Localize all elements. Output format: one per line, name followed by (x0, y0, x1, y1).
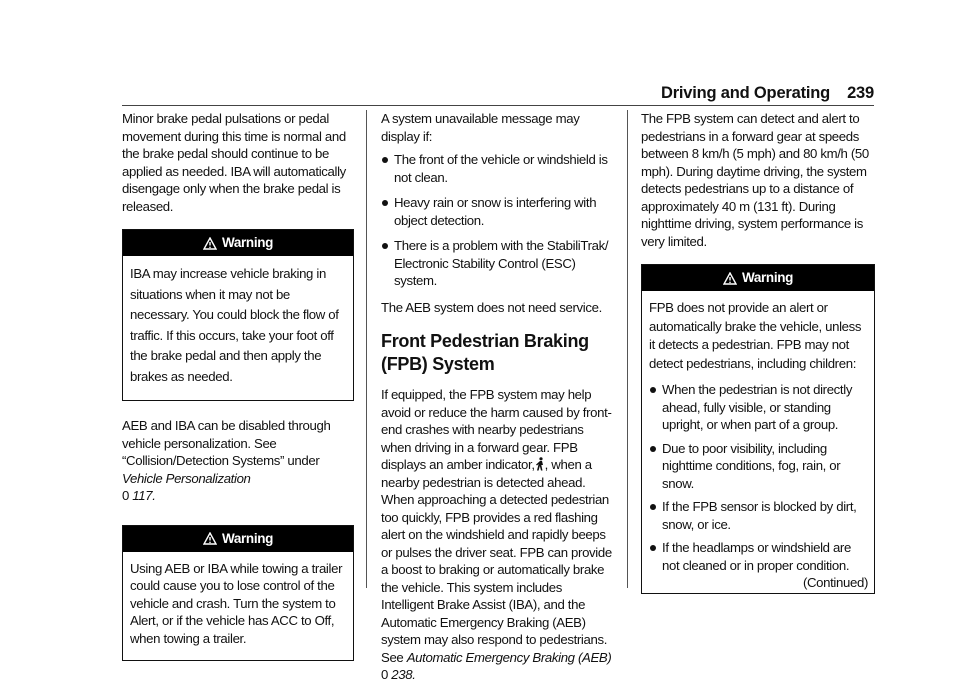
paragraph-text: , when a nearby pedestrian is detected ahead. When approaching a detected pedestrian too quickly, FPB provides a red flashing alert on the windshield and rapidly beeps or pulses the driver seat. FPB can provide a boost to braking or automatically brake the vehicle. This system includes Intelligent Brake Assist (IBA), and the Automatic Emergency Braking (AEB) system may also respond to pedestrians. See (381, 457, 612, 665)
pedestrian-icon (535, 457, 545, 471)
warning-text: IBA may increase vehicle braking in situations when it may not be necessary. You could block the flow of traffic. If this occurs, take your foot off the brake pedal and then apply the brakes as needed. (130, 266, 339, 384)
warning-box (641, 264, 875, 594)
section-title: Driving and Operating (660, 84, 831, 102)
column-3 (641, 110, 875, 610)
list-item (381, 237, 613, 290)
cross-reference-link[interactable]: Automatic Emergency Braking (AEB) (406, 649, 612, 665)
warning-text: Using AEB or IBA while towing a trailer could cause you to lose control of the vehicle and crash. Turn the system to Alert, or if the vehicle has ACC to Off, when towing a trailer. (130, 560, 343, 646)
column-divider (627, 110, 628, 588)
paragraph-text: If equipped, the FPB system may help avoid or reduce the harm caused by front-end crashes with nearby pedestrians when driving in a forward gear. FPB displays an amber indicator, (381, 387, 612, 472)
warning-box (122, 229, 354, 401)
warning-title: Warning (221, 530, 274, 546)
bullet-icon (650, 387, 656, 393)
page-reference[interactable]: 238. (387, 667, 416, 682)
list-item (381, 151, 613, 186)
warning-title: Warning (741, 270, 794, 286)
paragraph: The AEB system does not need service. (381, 299, 602, 315)
list-item-text: Heavy rain or snow is interfering with object detection. (394, 195, 597, 228)
bullet-icon (382, 200, 388, 206)
list-item (649, 440, 868, 493)
page-number: 239 (847, 84, 874, 102)
warning-box (122, 525, 354, 662)
bullet-icon (650, 545, 656, 551)
page-ref-symbol: 0 (381, 667, 388, 682)
column-1 (122, 110, 354, 677)
paragraph-text: AEB and IBA can be disabled through vehicle personalization. See “Collision/Detection Systems” under (122, 418, 331, 468)
section-heading: Front Pedestrian Braking (FPB) System (381, 331, 589, 374)
page-header (661, 84, 874, 103)
bullet-list (649, 381, 868, 574)
warning-title: Warning (221, 235, 274, 251)
list-item-text: When the pedestrian is not directly ahead, fully visible, or standing upright, or when part of a group. (662, 382, 853, 432)
paragraph: A system unavailable message may display if: (381, 111, 580, 144)
warning-triangle-icon (203, 237, 217, 250)
warning-triangle-icon (723, 272, 737, 285)
column-2 (381, 110, 613, 693)
list-item-text: If the FPB sensor is blocked by dirt, snow, or ice. (662, 499, 857, 532)
paragraph (122, 417, 354, 505)
list-item (649, 498, 868, 533)
paragraph (381, 386, 613, 684)
list-item (381, 194, 613, 229)
continued-label: (Continued) (802, 575, 868, 590)
warning-triangle-icon (203, 532, 217, 545)
warning-header (642, 265, 874, 291)
bullet-icon (382, 157, 388, 163)
bullet-icon (382, 243, 388, 249)
header-rule (122, 105, 874, 106)
page-reference[interactable]: 117. (128, 488, 156, 503)
page-ref-symbol: 0 (122, 488, 129, 503)
warning-header (123, 526, 353, 552)
paragraph: The FPB system can detect and alert to pedestrians in a forward gear at speeds between 8 km/h (5 mph) and 80 km/h (50 mph). During daytime driving, the system detects pedestrians up to a distance of approximately 40 m (131 ft). During nighttime driving, system performance is very limited. (641, 111, 869, 249)
bullet-icon (650, 504, 656, 510)
warning-text: FPB does not provide an alert or automatically brake the vehicle, unless it detects a pedestrian. FPB may not detect pedestrians, including children: (649, 300, 862, 371)
list-item (649, 381, 868, 434)
paragraph: Minor brake pedal pulsations or pedal movement during this time is normal and the brake pedal should continue to be applied as needed. IBA will automatically disengage only when the brake pedal is released. (122, 111, 346, 214)
list-item-text: Due to poor visibility, including nighttime conditions, fog, rain, or snow. (662, 440, 841, 491)
bullet-icon (650, 446, 656, 452)
bullet-list (381, 151, 613, 290)
list-item-text: There is a problem with the StabiliTrak/ Electronic Stability Control (ESC) system. (394, 238, 609, 288)
cross-reference-link[interactable]: Vehicle Personalization (122, 470, 251, 486)
list-item (649, 539, 868, 574)
list-item-text: The front of the vehicle or windshield is not clean. (394, 152, 608, 185)
warning-header (123, 230, 353, 256)
column-divider (366, 110, 367, 588)
list-item-text: If the headlamps or windshield are not cleaned or in proper condition. (662, 540, 851, 573)
